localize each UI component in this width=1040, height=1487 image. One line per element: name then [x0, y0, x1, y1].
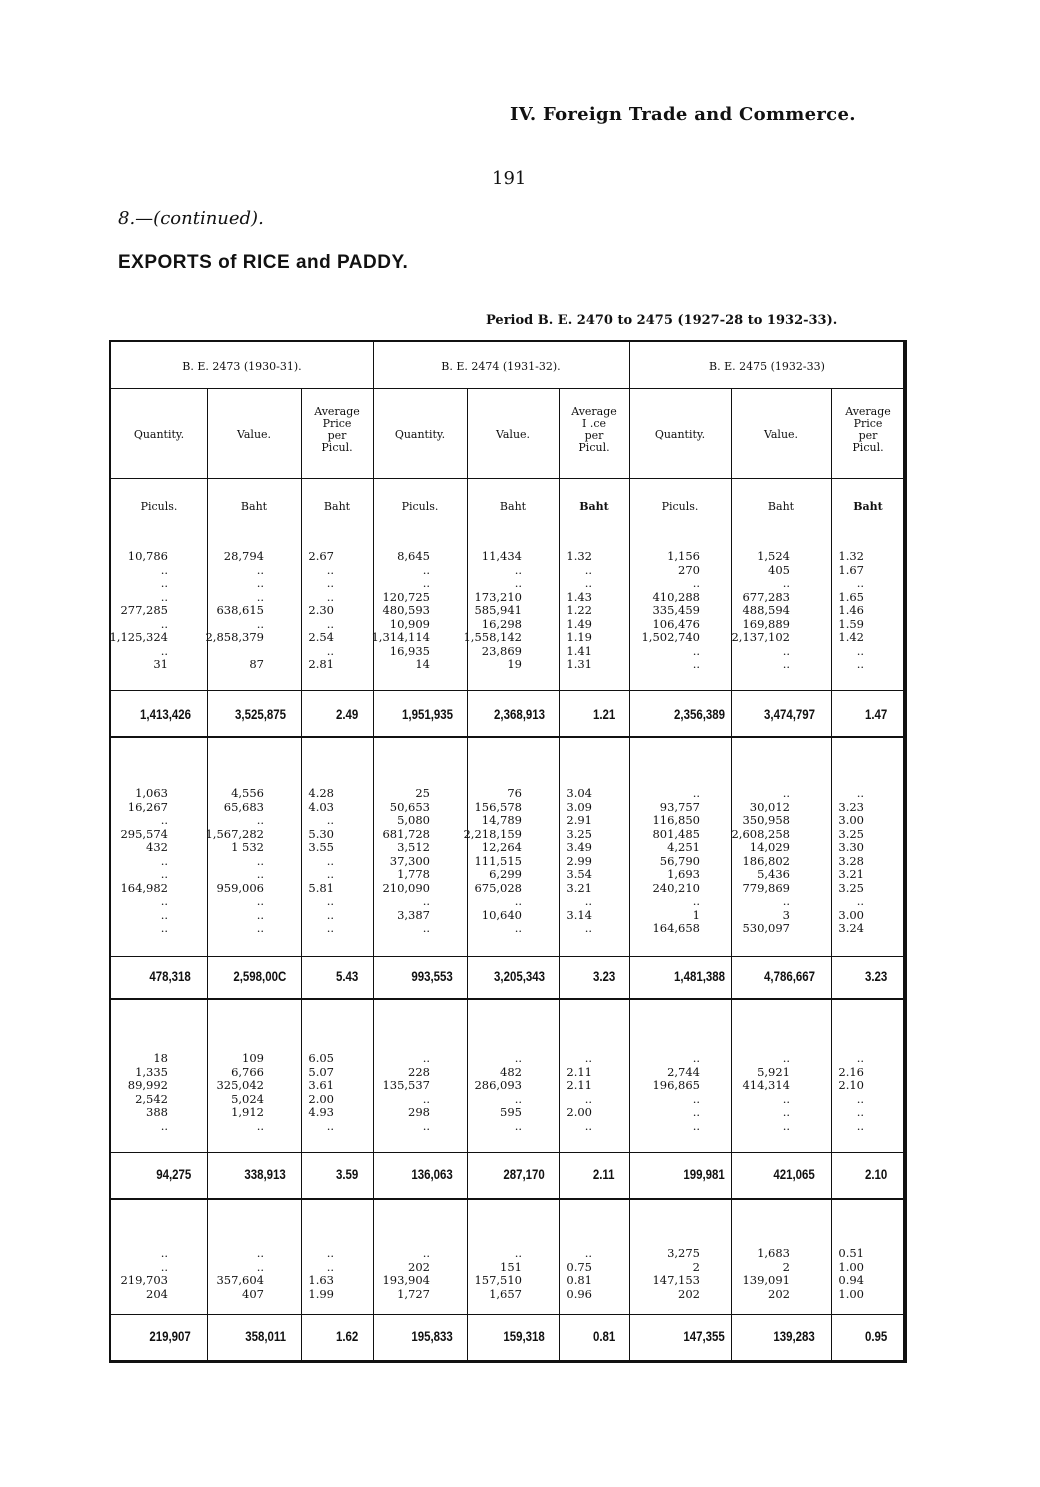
total-cell: 421,065 [773, 1167, 815, 1182]
total-cell: 1,481,388 [673, 969, 725, 984]
total-cell: 4,786,667 [763, 969, 815, 984]
unit-label: Piculs. [140, 500, 178, 513]
col-quantity-2475: Quantity. [654, 428, 706, 441]
total-cell: 2.11 [593, 1167, 615, 1182]
group-header-2474: B. E. 2474 (1931-32). [441, 360, 561, 373]
group-header-2473: B. E. 2473 (1930-31). [182, 360, 302, 373]
page-number: 191 [492, 168, 527, 189]
group-header-2475: B. E. 2475 (1932-33) [709, 360, 825, 373]
exports-table [109, 340, 907, 1363]
data-column: 8,645 .. .. 120,725 480,593 10,909 1,314,114 16,935 14 [371, 549, 430, 671]
data-column: 10,786 .. .. .. 277,285 .. 1,125,324 .. 31 [109, 549, 168, 671]
total-cell: 1,413,426 [139, 707, 191, 722]
data-column: 1,063 16,267 .. 295,574 432 .. .. 164,982 .. .. .. [120, 786, 168, 935]
unit-label: Baht [499, 500, 527, 513]
unit-label: Baht [240, 500, 268, 513]
data-column: 109 6,766 325,042 5,024 1,912 .. [216, 1051, 264, 1133]
total-cell: 287,170 [503, 1167, 545, 1182]
section-header: IV. Foreign Trade and Commerce. [510, 104, 856, 125]
data-column: 0.51 1.00 0.94 1.00 [838, 1246, 864, 1301]
data-column: .. 228 135,537 .. 298 .. [382, 1051, 430, 1133]
total-cell: 993,553 [411, 969, 453, 984]
total-cell: 219,907 [149, 1329, 191, 1344]
data-column: .. 2.16 2.10 .. .. .. [838, 1051, 864, 1133]
total-cell: 0.95 [864, 1329, 887, 1344]
total-cell: 3,205,343 [493, 969, 545, 984]
total-cell: 0.81 [592, 1329, 615, 1344]
total-cell: 2.10 [864, 1167, 887, 1182]
data-column: 18 1,335 89,992 2,542 388 .. [127, 1051, 168, 1133]
total-cell: 3,525,875 [234, 707, 286, 722]
total-cell: 1,951,935 [401, 707, 453, 722]
data-column: 1.32 1.67 .. 1.65 1.46 1.59 1.42 .. .. [838, 549, 864, 671]
total-cell: 3,474,797 [763, 707, 815, 722]
col-avg-price-2473: Average Price per Picul. [314, 405, 360, 454]
unit-label: Piculs. [661, 500, 699, 513]
col-quantity-2474: Quantity. [394, 428, 446, 441]
data-column: .. 2,744 196,865 .. .. .. [652, 1051, 700, 1133]
data-column: .. 93,757 116,850 801,485 4,251 56,790 1,693 240,210 .. 1 164,658 [652, 786, 700, 935]
data-column: .. 5,921 414,314 .. .. .. [742, 1051, 790, 1133]
data-column: 3,275 2 147,153 202 [652, 1246, 700, 1301]
total-cell: 1.21 [592, 707, 615, 722]
unit-label: Baht [579, 500, 609, 513]
total-cell: 147,355 [683, 1329, 725, 1344]
data-column: .. .. 1.63 1.99 [308, 1246, 334, 1301]
total-cell: 358,011 [245, 1329, 286, 1344]
total-cell: 2.49 [335, 707, 358, 722]
col-value-2473: Value. [236, 428, 272, 441]
total-cell: 199,981 [683, 1167, 725, 1182]
total-cell: 3.23 [864, 969, 887, 984]
total-cell: 139,283 [773, 1329, 815, 1344]
data-column: 28,794 .. .. .. 638,615 .. 2,858,379 87 [205, 549, 264, 671]
data-column: .. 202 193,904 1,727 [382, 1246, 430, 1301]
total-cell: 3.23 [592, 969, 615, 984]
col-quantity-2473: Quantity. [133, 428, 185, 441]
data-column: .. 2.11 2.11 .. 2.00 .. [566, 1051, 592, 1133]
total-cell: 94,275 [155, 1167, 191, 1182]
total-cell: 2,356,389 [673, 707, 725, 722]
unit-label: Baht [323, 500, 351, 513]
data-column: 1,156 270 .. 410,288 335,459 106,476 1,502,740 .. .. [641, 549, 700, 671]
data-column: 3.04 3.09 2.91 3.25 3.49 2.99 3.54 3.21 .. 3.14 .. [566, 786, 592, 935]
total-cell: 338,913 [244, 1167, 286, 1182]
period-label: Period B. E. 2470 to 2475 (1927-28 to 1932-33). [486, 313, 838, 328]
total-cell: 2,598,00C [233, 969, 286, 984]
total-cell: 1.62 [335, 1329, 358, 1344]
data-column: 11,434 .. .. 173,210 585,941 16,298 1,558,142 23,869 19 [463, 549, 522, 671]
col-avg-price-2474: Average I .ce per Picul. [571, 405, 617, 454]
data-column: 4,556 65,683 .. 1,567,282 1 532 .. .. 959,006 .. .. .. [205, 786, 264, 935]
data-column: .. .. 357,604 407 [216, 1246, 264, 1301]
data-column: 1,683 2 139,091 202 [742, 1246, 790, 1301]
data-column: 6.05 5.07 3.61 2.00 4.93 .. [308, 1051, 334, 1133]
data-column: .. 151 157,510 1,657 [474, 1246, 522, 1301]
col-value-2474: Value. [495, 428, 531, 441]
total-cell: 159,318 [503, 1329, 545, 1344]
data-column: 4.28 4.03 .. 5.30 3.55 .. .. 5.81 .. .. .. [308, 786, 334, 935]
continued-label: 8.—(continued). [118, 208, 264, 229]
total-cell: 195,833 [411, 1329, 453, 1344]
data-column: 76 156,578 14,789 2,218,159 12,264 111,515 6,299 675,028 .. 10,640 .. [463, 786, 522, 935]
data-column: .. .. 219,703 204 [120, 1246, 168, 1301]
table-title: EXPORTS of RICE and PADDY. [118, 252, 409, 273]
data-column: .. 30,012 350,958 2,608,258 14,029 186,802 5,436 779,869 .. 3 530,097 [731, 786, 790, 935]
total-cell: 478,318 [149, 969, 191, 984]
unit-label: Piculs. [401, 500, 439, 513]
total-cell: 136,063 [411, 1167, 453, 1182]
data-column: .. 3.23 3.00 3.25 3.30 3.28 3.21 3.25 .. 3.00 3.24 [838, 786, 864, 935]
total-cell: 3.59 [335, 1167, 358, 1182]
unit-label: Baht [853, 500, 883, 513]
total-cell: 5.43 [335, 969, 358, 984]
data-column: .. 482 286,093 .. 595 .. [474, 1051, 522, 1133]
unit-label: Baht [767, 500, 795, 513]
data-column: 1.32 .. .. 1.43 1.22 1.49 1.19 1.41 1.31 [566, 549, 592, 671]
col-value-2475: Value. [763, 428, 799, 441]
data-column: 2.67 .. .. .. 2.30 .. 2.54 .. 2.81 [308, 549, 334, 671]
data-column: 25 50,653 5,080 681,728 3,512 37,300 1,778 210,090 .. 3,387 .. [382, 786, 430, 935]
data-column: 1,524 405 .. 677,283 488,594 169,889 2,137,102 .. .. [731, 549, 790, 671]
total-cell: 2,368,913 [493, 707, 545, 722]
data-column: .. 0.75 0.81 0.96 [566, 1246, 592, 1301]
total-cell: 1.47 [864, 707, 887, 722]
col-avg-price-2475: Average Price per Picul. [845, 405, 891, 454]
